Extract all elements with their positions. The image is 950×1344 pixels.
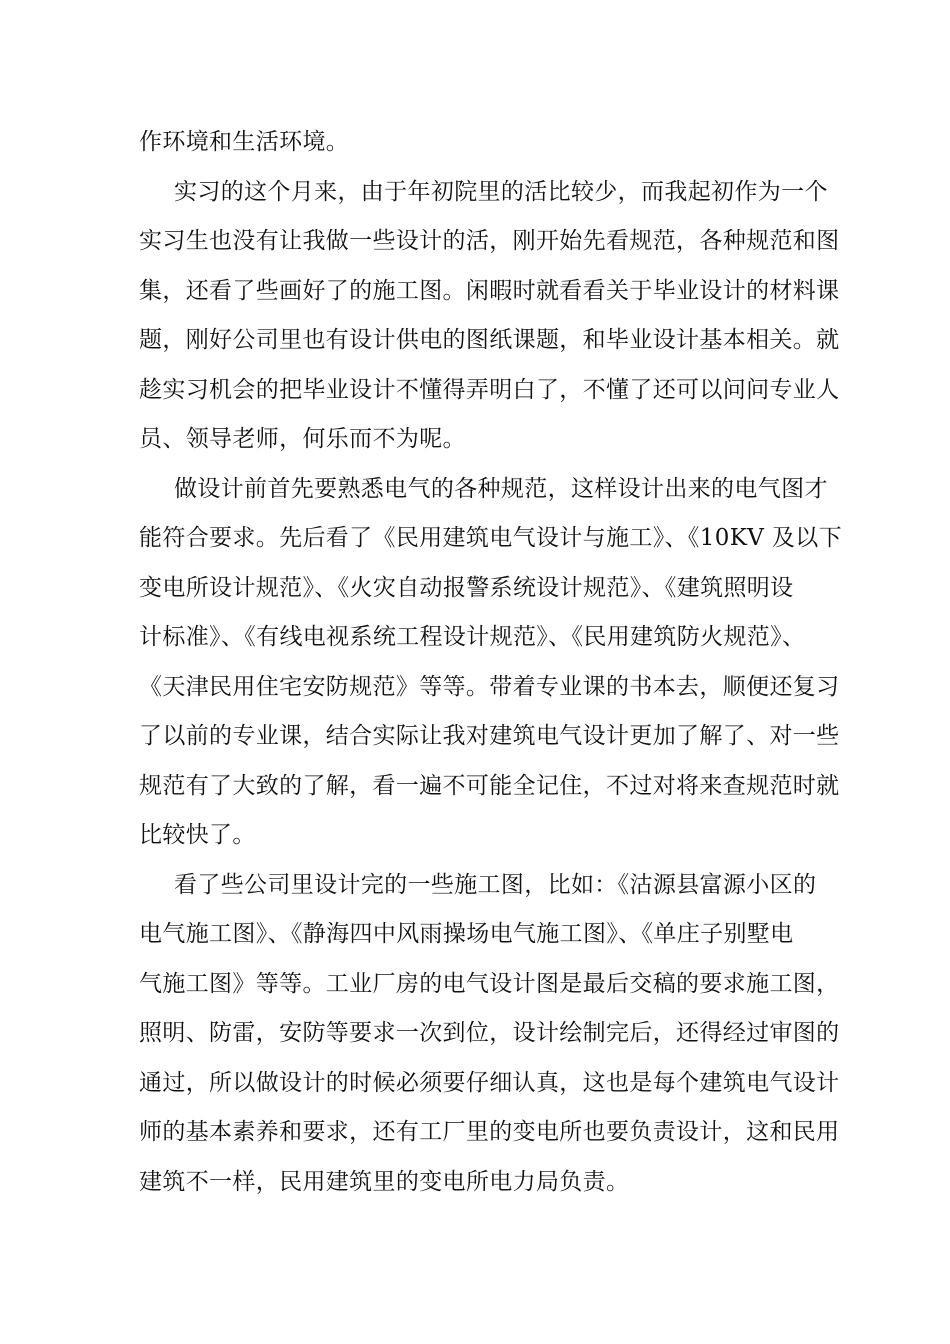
text-line: 照明、防雷，安防等要求一次到位，设计绘制完后，还得经过审图的: [139, 1020, 840, 1046]
text-line: 《天津民用住宅安防规范》等等。带着专业课的书本去，顺便还复习: [139, 673, 840, 700]
text-line: 题，刚好公司里也有设计供电的图纸课题，和毕业设计基本相关。就: [139, 327, 840, 353]
text-line: 作环境和生活环境。: [139, 129, 350, 155]
text-line: 建筑不一样，民用建筑里的变电所电力局负责。: [139, 1168, 630, 1195]
text-line: 看了些公司里设计完的一些施工图，比如：《沽源县富源小区的: [174, 871, 817, 898]
text-line: 实习生也没有让我做一些设计的活，刚开始先看规范，各种规范和图: [139, 228, 840, 254]
text-line: 做设计前首先要熟悉电气的各种规范，这样设计出来的电气图才: [174, 475, 828, 502]
text-line: 集，还看了些画好了的施工图。闲暇时就看看关于毕业设计的材料课: [139, 277, 840, 304]
text-line: 变电所设计规范》、《火灾自动报警系统设计规范》、《建筑照明设: [139, 574, 794, 601]
text-line: 趁实习机会的把毕业设计不懂得弄明白了，不懂了还可以问问专业人: [139, 376, 840, 403]
text-line: 了以前的专业课，结合实际让我对建筑电气设计更加了解了、对一些: [139, 723, 840, 749]
text-line: 比较快了。: [139, 822, 256, 848]
text-line: 计标准》、《有线电视系统工程设计规范》、《民用建筑防火规范》、: [139, 624, 806, 650]
text-line: 电气施工图》、《静海四中风雨操场电气施工图》、《单庄子别墅电: [139, 921, 794, 947]
text-line: 能符合要求。先后看了《民用建筑电气设计与施工》、《10KV 及以下: [139, 525, 842, 551]
text-line: 员、领导老师，何乐而不为呢。: [139, 426, 466, 452]
text-line: 规范有了大致的了解，看一遍不可能全记住，不过对将来查规范时就: [139, 772, 840, 799]
text-line: 实习的这个月来，由于年初院里的活比较少，而我起初作为一个: [174, 178, 828, 205]
text-line: 通过，所以做设计的时候必须要仔细认真，这也是每个建筑电气设计: [139, 1069, 840, 1096]
document-body: [139, 118, 842, 1207]
text-line: 师的基本素养和要求，还有工厂里的变电所也要负责设计，这和民用: [139, 1119, 840, 1145]
text-line: 气施工图》等等。工业厂房的电气设计图是最后交稿的要求施工图，: [139, 970, 840, 997]
